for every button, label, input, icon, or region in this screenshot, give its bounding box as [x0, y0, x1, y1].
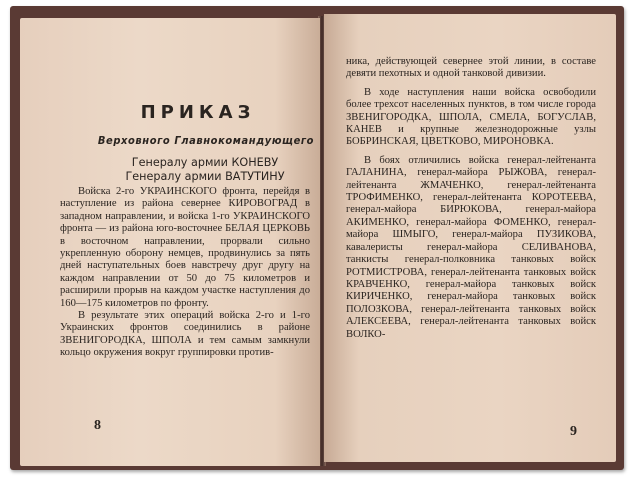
right-page	[324, 14, 616, 462]
left-paragraph-2: В результате этих операций войска 2-го и 1-го Украинских фронтов соединились в районе ЗВЕНИГОРОДКА, ШПОЛА и тем самым замкнули кольцо окружения вокруг группировки против-	[60, 310, 310, 359]
left-page-body	[60, 186, 310, 360]
left-paragraph-1: Войска 2-го УКРАИНСКОГО фронта, перейдя в наступление из района севернее КИРОВОГРАД в западном направлении, и войска 1-го УКРАИНСКОГО фронта — из района юго-восточнее БЕЛАЯ ЦЕРКОВЬ в восточном направлении, прорвали сильно укрепленную оборону немцев, продвинулись за пять дней наступательных боев навстречу друг другу на каждом направлении от 50 до 75 километров и расширили прорыв на каждом участке наступления до 160—175 километров по фронту.	[60, 186, 310, 309]
booklet-photo	[10, 6, 624, 470]
right-paragraph-1: ника, действующей севернее этой линии, в составе девяти пехотных и одной танковой дивизии.	[346, 56, 596, 80]
order-subtitle: Верховного Главнокомандующего	[97, 134, 315, 147]
right-page-number: 9	[570, 424, 577, 439]
right-paragraph-2: В ходе наступления наши войска освободили более трехсот населенных пунктов, в том числе города ЗВЕНИГОРОДКА, ШПОЛА, СМЕЛА, БОГУСЛАВ, КАНЕВ и крупные железнодорожные узлы БОБРИНСКАЯ, ЦВЕТКОВО, МИРОНОВКА.	[346, 86, 596, 148]
addressee-konev: Генералу армии КОНЕВУ	[131, 156, 279, 169]
right-page-body	[346, 56, 596, 341]
addressee-vatutin: Генералу армии ВАТУТИНУ	[125, 170, 285, 183]
right-paragraph-3: В боях отличились войска генерал-лейтенанта ГАЛАНИНА, генерал-майора РЫЖОВА, генерал-лейтенанта ЖМАЧЕНКО, генерал-лейтенанта ТРОФИМЕНКО, генерал-лейтенанта КОРОТЕЕВА, генерал-майора БИРЮКОВА, генерал-майора АКИМЕНКО, генерал-майора ФОМЕНКО, генерал-майора ШМЫГО, генерал-майора ПУЗИКОВА, кавалеристы генерал-майора СЕЛИВАНОВА, танкисты генерал-полковника танковых войск РОТМИСТРОВА, генерал-лейтенанта танковых войск КРАВЧЕНКО, генерал-майора танковых войск КИРИЧЕНКО, генерал-майора танковых войск ПОЛОЗКОВА, генерал-лейтенанта танковых войск АЛЕКСЕЕВА, генерал-лейтенанта танковых войск ВОЛКО-	[346, 154, 596, 340]
order-title: ПРИКАЗ	[140, 102, 256, 123]
left-page	[20, 18, 320, 466]
left-page-number: 8	[94, 418, 101, 433]
